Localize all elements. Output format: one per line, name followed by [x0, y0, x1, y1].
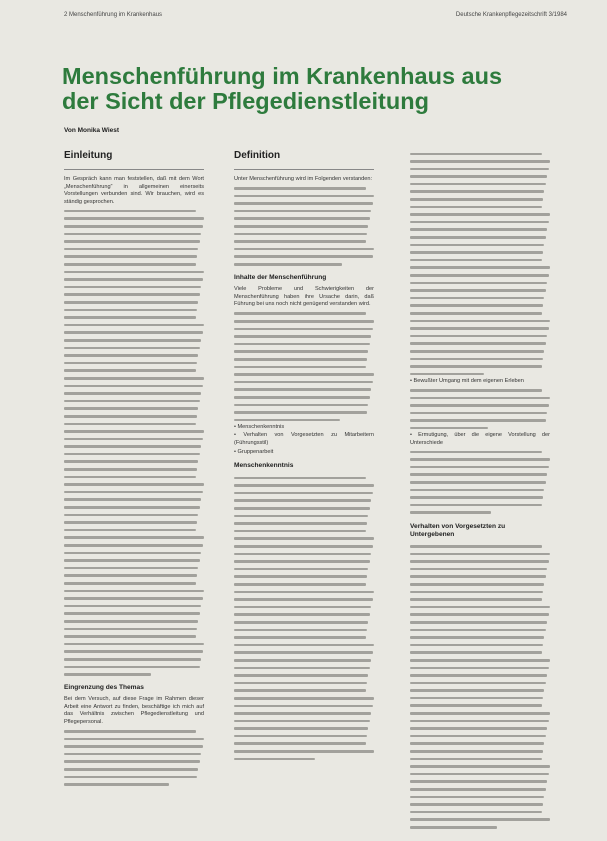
text-line [234, 588, 374, 596]
text-line [64, 617, 204, 625]
text-line [234, 497, 374, 505]
text-line [234, 482, 374, 490]
text-line [234, 618, 374, 626]
text-line [64, 291, 204, 299]
text-line [64, 766, 204, 774]
text-line [410, 588, 550, 596]
text-line [234, 416, 374, 424]
text-line [64, 633, 204, 641]
text-line [234, 748, 374, 756]
text-line [410, 611, 550, 619]
text-line [234, 325, 374, 333]
text-line [64, 359, 204, 367]
heading-verhalten: Verhalten von Vorgesetzten zu Untergebenen [410, 522, 506, 538]
column-2 [234, 150, 374, 763]
text-line [234, 474, 374, 482]
text-line [64, 306, 204, 314]
text-line [410, 596, 550, 604]
text-line [64, 276, 204, 284]
text-line [64, 207, 204, 215]
text-line [234, 581, 374, 589]
text-line [64, 549, 204, 557]
text-line [410, 710, 550, 718]
text-line [234, 740, 374, 748]
text-line [410, 823, 550, 831]
text-line [234, 409, 374, 417]
text-line [410, 778, 550, 786]
text-line [234, 679, 374, 687]
text-line [64, 735, 204, 743]
text-line [410, 755, 550, 763]
text-line [64, 374, 204, 382]
text-line [410, 226, 550, 234]
text-line [234, 596, 374, 604]
text-line [64, 655, 204, 663]
text-line [410, 287, 550, 295]
text-line [410, 386, 550, 394]
text-line [410, 748, 550, 756]
text-line [234, 386, 374, 394]
text-line [64, 230, 204, 238]
text-line [410, 394, 550, 402]
text-line [410, 543, 550, 551]
text-line [64, 253, 204, 261]
text-line [64, 526, 204, 534]
text-block [234, 185, 374, 269]
text-line [234, 185, 374, 193]
text-line [410, 793, 550, 801]
text-line [410, 340, 550, 348]
text-line [234, 310, 374, 318]
heading-rule [234, 169, 374, 170]
text-line [64, 519, 204, 527]
text-line [64, 743, 204, 751]
text-line [410, 679, 550, 687]
text-line [234, 238, 374, 246]
heading-rule [64, 169, 204, 170]
text-line [64, 602, 204, 610]
text-line [64, 773, 204, 781]
text-line [234, 702, 374, 710]
text-line [410, 249, 550, 257]
text-line [234, 558, 374, 566]
text-line [64, 473, 204, 481]
text-line [234, 649, 374, 657]
running-header-right: Deutsche Krankenpflegezeitschrift 3/1984 [455, 12, 567, 18]
text-line [64, 238, 204, 246]
text-line [410, 763, 550, 771]
bullet-item: • Ermutigung, über die eigene Vorstellung der Unterschiede [410, 431, 550, 446]
text-line [410, 694, 550, 702]
text-line [410, 725, 550, 733]
text-line [234, 355, 374, 363]
text-line [234, 245, 374, 253]
text-line [64, 261, 204, 269]
text-line [410, 272, 550, 280]
text-line [64, 728, 204, 736]
text-line [64, 420, 204, 428]
text-line [64, 390, 204, 398]
text-line [64, 640, 204, 648]
text-line [410, 234, 550, 242]
text-line [410, 649, 550, 657]
text-line [410, 463, 550, 471]
bullet-item: • Verhalten von Vorgesetzten zu Mitarbeitern (Führungsstil) [234, 432, 374, 446]
text-line [64, 405, 204, 413]
text-line [234, 340, 374, 348]
text-line [234, 641, 374, 649]
text-line [410, 702, 550, 710]
text-line [64, 587, 204, 595]
heading-eingrenzung: Eingrenzung des Themas [64, 684, 144, 692]
text-line [410, 550, 550, 558]
text-line [64, 534, 204, 542]
text-line [410, 402, 550, 410]
text-line [64, 314, 204, 322]
text-line [410, 626, 550, 634]
text-line [410, 816, 550, 824]
text-line [410, 325, 550, 333]
text-line [410, 509, 550, 517]
text-block [64, 728, 204, 789]
text-line [64, 382, 204, 390]
text-line [234, 371, 374, 379]
text-block [64, 207, 204, 678]
text-line [64, 245, 204, 253]
text-line [410, 494, 550, 502]
text-line [234, 401, 374, 409]
text-line [234, 207, 374, 215]
heading-einleitung: Einleitung [64, 150, 113, 161]
text-line [64, 344, 204, 352]
text-line [234, 512, 374, 520]
text-line [64, 268, 204, 276]
text-block [410, 543, 550, 832]
text-line [64, 321, 204, 329]
text-line [64, 458, 204, 466]
text-line [410, 486, 550, 494]
text-line [234, 717, 374, 725]
text-line [64, 504, 204, 512]
text-line [410, 370, 550, 378]
text-line [410, 173, 550, 181]
text-line [410, 618, 550, 626]
text-line [234, 672, 374, 680]
text-line [410, 150, 550, 158]
text-line [410, 448, 550, 456]
text-line [234, 253, 374, 261]
text-line [234, 755, 374, 763]
bullet-item: • Menschenkenntnis [234, 423, 285, 430]
text-line [410, 672, 550, 680]
text-line [234, 363, 374, 371]
heading-inhalte: Inhalte der Menschenführung [234, 274, 327, 282]
text-line [64, 397, 204, 405]
text-block [410, 150, 550, 378]
text-line [234, 634, 374, 642]
text-block [234, 310, 374, 424]
text-line [410, 294, 550, 302]
text-line [234, 626, 374, 634]
paragraph: Bei dem Versuch, auf diese Frage im Rahmen dieser Arbeit eine Antwort zu finden, beschäftige ich mich auf das Verhältnis zwischen Pflegedienstleitung und Pflegepersonal. [64, 696, 204, 725]
bullet-item: • Bewußter Umgang mit dem eigenen Erleben [410, 377, 524, 384]
text-line [234, 192, 374, 200]
text-line [410, 302, 550, 310]
text-line [234, 230, 374, 238]
text-line [234, 710, 374, 718]
text-line [64, 572, 204, 580]
text-line [64, 443, 204, 451]
text-line [234, 333, 374, 341]
text-line [64, 488, 204, 496]
text-line [234, 664, 374, 672]
paragraph: Im Gespräch kann man feststellen, daß mit dem Wort „Menschenführung“ in allgemeinen einerseits Vorstellungen verbunden sind. Wir brauchen, wird es ständig gesprochen. [64, 176, 204, 205]
text-line [410, 740, 550, 748]
text-line [410, 165, 550, 173]
text-line [234, 725, 374, 733]
text-line [234, 694, 374, 702]
text-block [410, 386, 550, 432]
heading-menschenkenntnis: Menschenkenntnis [234, 462, 294, 470]
text-line [410, 573, 550, 581]
text-line [64, 223, 204, 231]
text-line [410, 501, 550, 509]
text-line [64, 610, 204, 618]
column-3 [410, 150, 550, 831]
text-line [410, 801, 550, 809]
text-line [234, 348, 374, 356]
text-line [410, 471, 550, 479]
text-line [234, 535, 374, 543]
text-line [410, 634, 550, 642]
text-line [410, 317, 550, 325]
text-line [64, 648, 204, 656]
text-line [410, 180, 550, 188]
text-line [234, 393, 374, 401]
text-line [64, 428, 204, 436]
text-line [410, 687, 550, 695]
text-line [410, 717, 550, 725]
text-line [64, 329, 204, 337]
text-line [64, 215, 204, 223]
text-line [64, 450, 204, 458]
text-line [410, 158, 550, 166]
text-line [410, 732, 550, 740]
text-line [64, 435, 204, 443]
text-line [234, 520, 374, 528]
text-line [234, 215, 374, 223]
article-title: Menschenführung im Krankenhaus aus der Sicht der Pflegedienstleitung [62, 63, 503, 114]
text-line [64, 352, 204, 360]
text-line [64, 758, 204, 766]
text-line [410, 558, 550, 566]
text-line [410, 417, 550, 425]
text-line [410, 603, 550, 611]
text-line [64, 781, 204, 789]
text-line [64, 511, 204, 519]
running-header-left: 2 Menschenführung im Krankenhaus [64, 12, 163, 18]
text-line [234, 318, 374, 326]
text-line [64, 750, 204, 758]
text-line [410, 580, 550, 588]
bullet-item: • Gruppenarbeit [234, 448, 274, 455]
text-line [234, 550, 374, 558]
text-line [410, 424, 550, 432]
text-line [64, 564, 204, 572]
text-line [234, 603, 374, 611]
text-line [410, 808, 550, 816]
text-line [64, 336, 204, 344]
text-line [410, 770, 550, 778]
text-line [64, 625, 204, 633]
text-line [234, 573, 374, 581]
text-line [64, 367, 204, 375]
text-line [64, 496, 204, 504]
text-line [64, 595, 204, 603]
text-line [410, 218, 550, 226]
text-line [234, 489, 374, 497]
text-line [410, 211, 550, 219]
text-line [64, 579, 204, 587]
text-line [410, 456, 550, 464]
text-line [410, 309, 550, 317]
text-line [64, 671, 204, 679]
text-line [410, 355, 550, 363]
text-line [410, 196, 550, 204]
text-line [410, 641, 550, 649]
text-line [64, 283, 204, 291]
text-line [234, 656, 374, 664]
text-line [234, 378, 374, 386]
text-line [410, 264, 550, 272]
text-block [410, 448, 550, 516]
text-line [410, 656, 550, 664]
text-line [64, 557, 204, 565]
text-line [234, 611, 374, 619]
text-line [64, 542, 204, 550]
text-line [410, 279, 550, 287]
text-line [234, 200, 374, 208]
text-line [410, 347, 550, 355]
text-line [234, 543, 374, 551]
text-line [410, 479, 550, 487]
text-line [410, 664, 550, 672]
text-line [64, 466, 204, 474]
text-line [234, 527, 374, 535]
text-line [410, 188, 550, 196]
text-line [234, 732, 374, 740]
text-line [410, 363, 550, 371]
paragraph: Unter Menschenführung wird im Folgenden verstanden: [234, 176, 373, 182]
text-line [410, 786, 550, 794]
text-line [234, 261, 374, 269]
text-line [64, 481, 204, 489]
text-line [234, 505, 374, 513]
text-line [234, 223, 374, 231]
text-line [410, 409, 550, 417]
text-line [410, 332, 550, 340]
text-line [234, 687, 374, 695]
column-1 [64, 150, 204, 788]
text-line [64, 663, 204, 671]
text-block [234, 474, 374, 763]
text-line [410, 241, 550, 249]
text-line [410, 203, 550, 211]
author-byline: Von Monika Wiest [64, 127, 120, 134]
text-line [410, 565, 550, 573]
paragraph: Viele Probleme und Schwierigkeiten der Menschenführung haben ihre Ursache darin, daß Führung bei uns noch nicht genügend verstanden wird. [234, 286, 374, 308]
text-line [410, 256, 550, 264]
text-line [234, 565, 374, 573]
heading-definition: Definition [234, 150, 281, 161]
text-line [64, 299, 204, 307]
text-line [64, 412, 204, 420]
